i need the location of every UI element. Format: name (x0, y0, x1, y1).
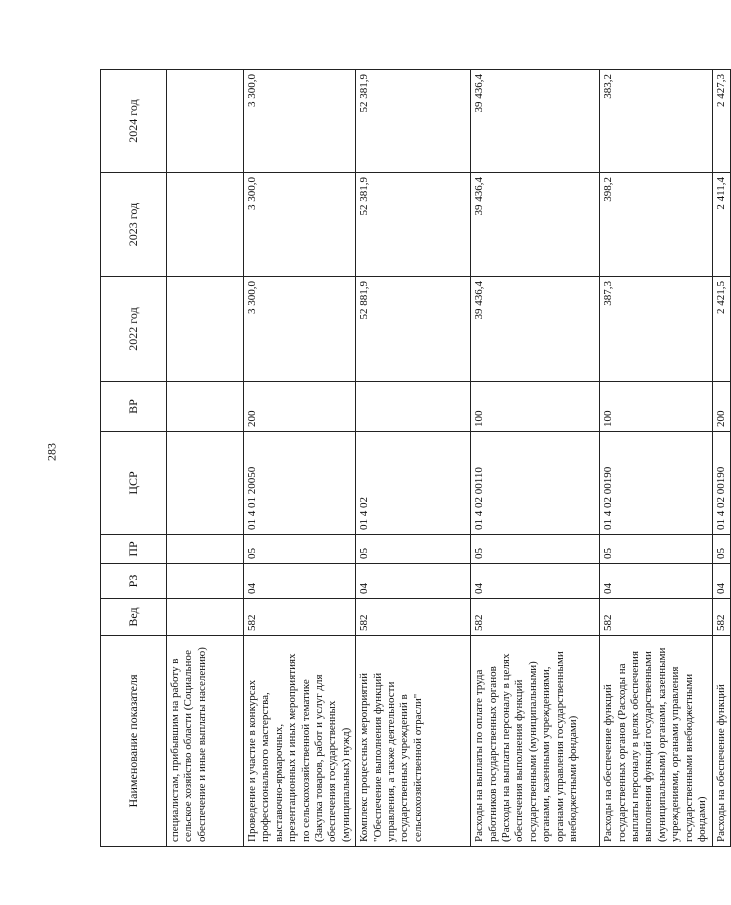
row-2023: 39 436,4 (471, 173, 600, 277)
row-csr: 01 4 01 20050 (244, 432, 356, 535)
row-pr (167, 535, 244, 564)
row-vr: 200 (244, 382, 356, 432)
row-pr: 05 (712, 535, 730, 564)
header-name: Наименование показателя (101, 636, 167, 847)
row-csr (167, 432, 244, 535)
row-2023: 3 300,0 (244, 173, 356, 277)
page-number: 283 (44, 443, 59, 461)
table-row (167, 70, 244, 847)
row-name: Комплекс процессных мероприятий "Обеспечение выполнения функций управления, а также деятельности государственных учреждений в сельскохозяйственной отрасли" (356, 636, 471, 847)
table-row (471, 70, 600, 847)
row-csr: 01 4 02 00190 (600, 432, 712, 535)
row-ved: 582 (712, 599, 730, 636)
header-rz: РЗ (101, 564, 167, 599)
row-name: Расходы на обеспечение функций государственных органов (Расходы на выплаты персоналу в целях обеспечения выполнения функций государственными (муниципальными) органами, казенными учреждениями, органами управления государственными внебюджетными фондами) (600, 636, 712, 847)
row-ved: 582 (356, 599, 471, 636)
row-ved: 582 (600, 599, 712, 636)
row-rz: 04 (712, 564, 730, 599)
row-2023: 398,2 (600, 173, 712, 277)
rotated-table-container (100, 70, 727, 847)
header-csr: ЦСР (101, 432, 167, 535)
row-name: Расходы на обеспечение функций (712, 636, 730, 847)
row-2022: 3 300,0 (244, 277, 356, 382)
header-2023: 2023 год (101, 173, 167, 277)
row-vr: 100 (471, 382, 600, 432)
row-2024: 39 436,4 (471, 70, 600, 173)
row-csr: 01 4 02 00190 (712, 432, 730, 535)
row-2022: 39 436,4 (471, 277, 600, 382)
row-vr: 100 (600, 382, 712, 432)
table-header-row (101, 70, 167, 847)
row-2022: 2 421,5 (712, 277, 730, 382)
row-csr: 01 4 02 (356, 432, 471, 535)
table-row (244, 70, 356, 847)
row-2024: 52 381,9 (356, 70, 471, 173)
header-ved: Вед (101, 599, 167, 636)
row-rz: 04 (244, 564, 356, 599)
row-2022: 387,3 (600, 277, 712, 382)
row-2022 (167, 277, 244, 382)
header-2024: 2024 год (101, 70, 167, 173)
header-vr: ВР (101, 382, 167, 432)
row-csr: 01 4 02 00110 (471, 432, 600, 535)
row-ved: 582 (471, 599, 600, 636)
budget-table (100, 69, 731, 847)
row-2023 (167, 173, 244, 277)
table-row (600, 70, 712, 847)
header-pr: ПР (101, 535, 167, 564)
row-2023: 2 411,4 (712, 173, 730, 277)
row-vr (356, 382, 471, 432)
row-name: специалистам, прибывшим на работу в сельское хозяйство области (Социальное обеспечение и иные выплаты населению) (167, 636, 244, 847)
table-row (356, 70, 471, 847)
row-ved: 582 (244, 599, 356, 636)
header-2022: 2022 год (101, 277, 167, 382)
row-vr (167, 382, 244, 432)
row-2024: 3 300,0 (244, 70, 356, 173)
row-ved (167, 599, 244, 636)
row-2023: 52 381,9 (356, 173, 471, 277)
row-pr: 05 (356, 535, 471, 564)
row-2024: 383,2 (600, 70, 712, 173)
row-rz: 04 (471, 564, 600, 599)
row-2024 (167, 70, 244, 173)
row-pr: 05 (471, 535, 600, 564)
row-2022: 52 881,9 (356, 277, 471, 382)
row-rz: 04 (356, 564, 471, 599)
row-pr: 05 (244, 535, 356, 564)
row-name: Расходы на выплаты по оплате труда работников государственных органов (Расходы на выплаты персоналу в целях обеспечения выполнения функций государственными (муниципальными) органами, казенными учреждениями, органами управления государственными внебюджетными фондами) (471, 636, 600, 847)
row-name: Проведение и участие в конкурсах профессионального мастерства, выставочно-ярмарочных, презентационных и иных мероприятиях по сельскохозяйственной тематике (Закупка товаров, работ и услуг для обеспечения государственных (муниципальных) нужд) (244, 636, 356, 847)
row-rz (167, 564, 244, 599)
row-vr: 200 (712, 382, 730, 432)
row-2024: 2 427,3 (712, 70, 730, 173)
table-row (712, 70, 730, 847)
row-pr: 05 (600, 535, 712, 564)
row-rz: 04 (600, 564, 712, 599)
